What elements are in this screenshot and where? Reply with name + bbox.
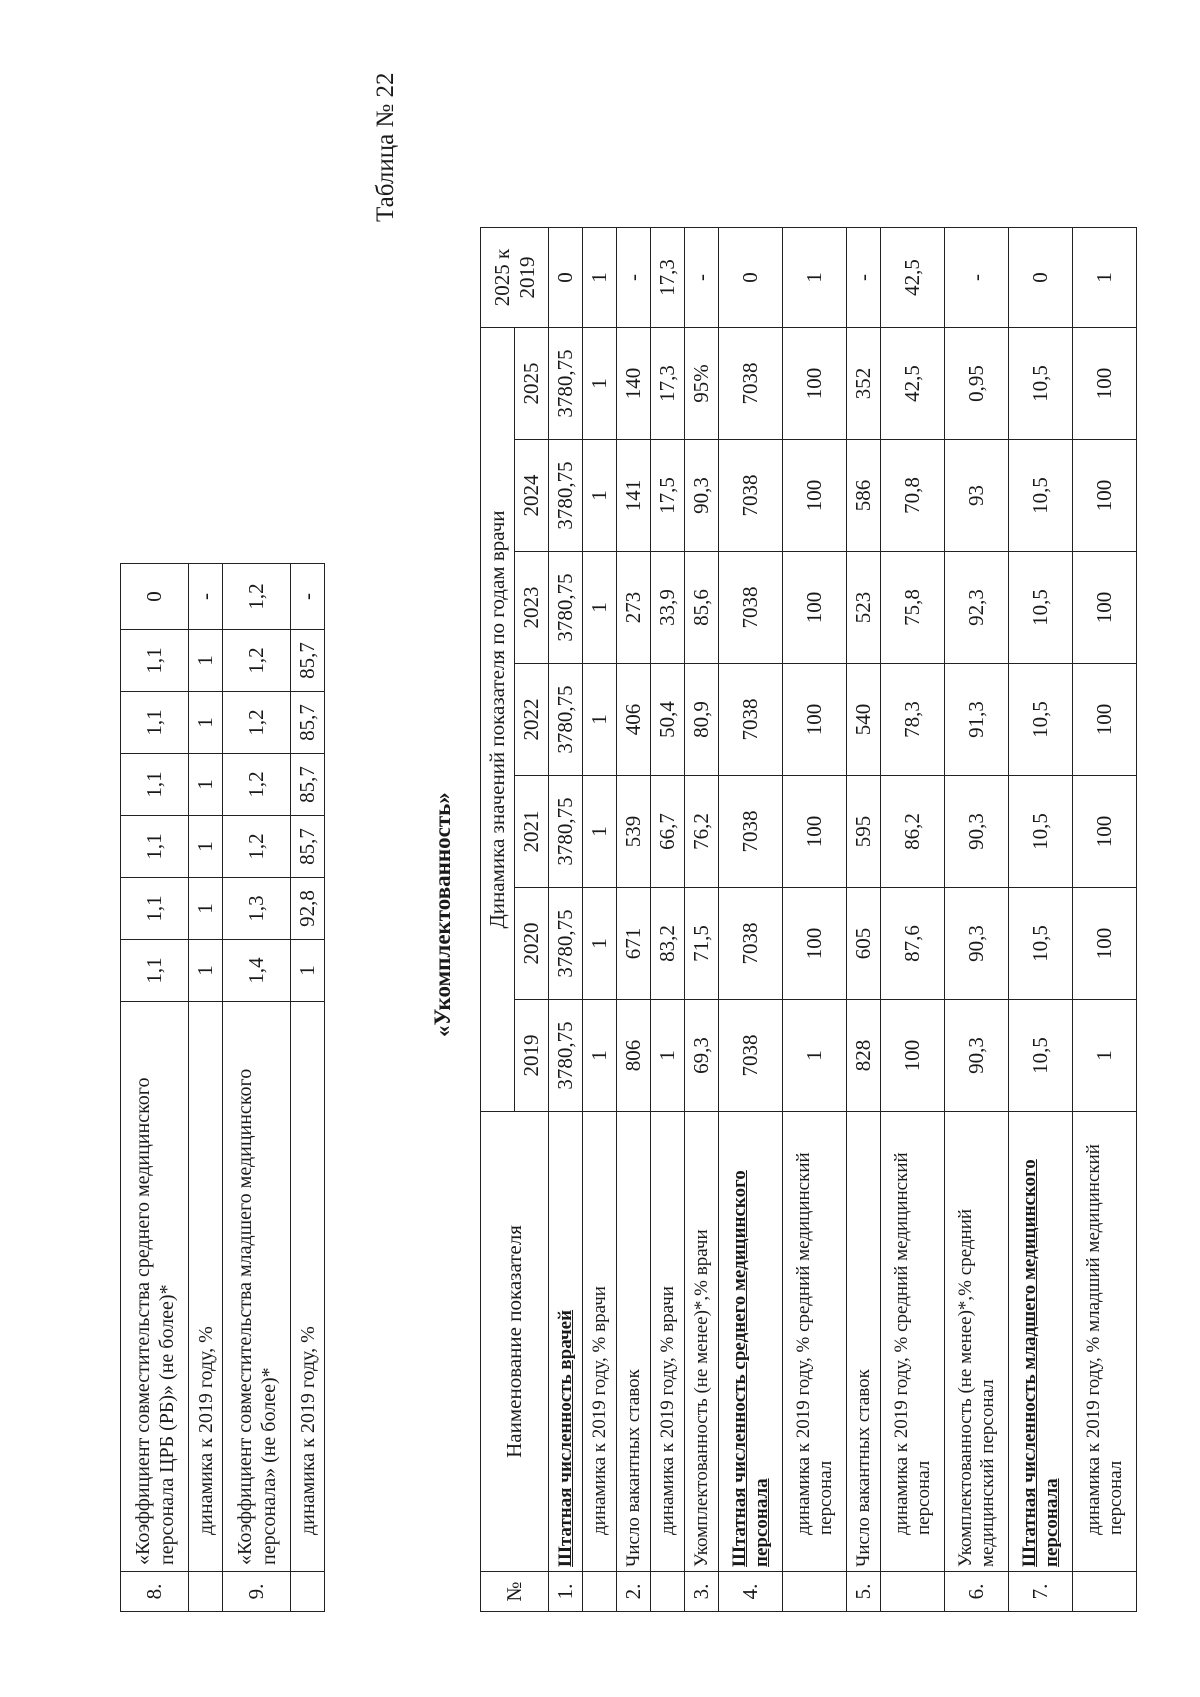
value-cell: 806 [617, 1000, 651, 1112]
value-cell: 1,4 [223, 940, 291, 1002]
value-cell: 86,2 [881, 776, 945, 888]
value-cell: 1 [583, 328, 617, 440]
value-cell: 1 [583, 776, 617, 888]
value-cell: 10,5 [1009, 776, 1073, 888]
row-name-bold: Штатная численность младшего медицинского персонала [1018, 1159, 1062, 1567]
value-cell: 100 [783, 328, 847, 440]
row-number [189, 1572, 223, 1612]
value-cell: 1 [1073, 1000, 1137, 1112]
value-cell: 10,5 [1009, 328, 1073, 440]
row-name: динамика к 2019 году, % [291, 1002, 325, 1572]
row-name-bold: Штатная численность врачей [554, 1309, 576, 1567]
value-cell: 7038 [719, 1000, 783, 1112]
row-name [651, 1112, 685, 1572]
table-row [617, 228, 651, 1612]
table-row [549, 228, 583, 1612]
row-name [617, 1112, 651, 1572]
row-number: 9. [223, 1572, 291, 1612]
value-cell: 1 [783, 1000, 847, 1112]
value-cell: 17,3 [651, 328, 685, 440]
table-row [583, 228, 617, 1612]
row-name-text: динамика к 2019 году, % средний медицинский персонал [890, 1152, 934, 1535]
value-cell: 66,7 [651, 776, 685, 888]
value-cell: 10,5 [1009, 552, 1073, 664]
value-cell: 3780,75 [549, 328, 583, 440]
value-cell: 100 [1073, 776, 1137, 888]
value-cell: 1 [189, 754, 223, 816]
value-cell: 92,8 [291, 878, 325, 940]
value-cell: 93 [945, 440, 1009, 552]
value-cell: 10,5 [1009, 1000, 1073, 1112]
header-year: 2024 [515, 440, 549, 552]
row-number [881, 1572, 945, 1612]
value-cell: - [685, 228, 719, 328]
value-cell: 523 [847, 552, 881, 664]
value-cell: 90,3 [945, 888, 1009, 1000]
value-cell: 100 [783, 888, 847, 1000]
value-cell: 69,3 [685, 1000, 719, 1112]
header-no: № [481, 1572, 549, 1612]
value-cell: 90,3 [945, 1000, 1009, 1112]
value-cell: 7038 [719, 328, 783, 440]
row-name [783, 1112, 847, 1572]
value-cell: 540 [847, 664, 881, 776]
row-name: «Коэффициент совместительства среднего медицинского персонала ЦРБ (РБ)» (не более)* [121, 1002, 189, 1572]
row-number: 3. [685, 1572, 719, 1612]
value-cell: 1,2 [223, 564, 291, 630]
table-row [189, 564, 223, 1612]
header-group: Динамика значений показателя по годам врачи [481, 328, 515, 1112]
value-cell: 85,7 [291, 692, 325, 754]
row-name [847, 1112, 881, 1572]
value-cell: 1 [189, 630, 223, 692]
value-cell: 1 [583, 552, 617, 664]
row-number [583, 1572, 617, 1612]
value-cell: 1,1 [121, 940, 189, 1002]
value-cell: 1,2 [223, 630, 291, 692]
row-number: 5. [847, 1572, 881, 1612]
value-cell: 100 [1073, 328, 1137, 440]
value-cell: 100 [783, 440, 847, 552]
value-cell: 1,2 [223, 816, 291, 878]
value-cell: 828 [847, 1000, 881, 1112]
value-cell: 3780,75 [549, 888, 583, 1000]
value-cell: 71,5 [685, 888, 719, 1000]
value-cell: 80,9 [685, 664, 719, 776]
value-cell: 95% [685, 328, 719, 440]
value-cell: 7038 [719, 440, 783, 552]
row-name [719, 1112, 783, 1572]
row-number: 7. [1009, 1572, 1073, 1612]
header-year: 2022 [515, 664, 549, 776]
table-row [223, 564, 291, 1612]
value-cell: 1,3 [223, 878, 291, 940]
value-cell: 75,8 [881, 552, 945, 664]
staffing-table [480, 227, 1137, 1612]
table-row [121, 564, 189, 1612]
value-cell: - [847, 228, 881, 328]
value-cell: 78,3 [881, 664, 945, 776]
row-name [945, 1112, 1009, 1572]
value-cell: 1,1 [121, 878, 189, 940]
value-cell: 1,2 [223, 754, 291, 816]
value-cell: 3780,75 [549, 664, 583, 776]
value-cell: 85,7 [291, 816, 325, 878]
value-cell: 586 [847, 440, 881, 552]
table-row [719, 228, 783, 1612]
header-last: 2025 к 2019 [481, 228, 549, 328]
value-cell: 85,6 [685, 552, 719, 664]
table-title: «Укомплектованность» [430, 792, 455, 1037]
value-cell: 90,3 [945, 776, 1009, 888]
value-cell: 352 [847, 328, 881, 440]
value-cell: 17,5 [651, 440, 685, 552]
value-cell: 1 [189, 816, 223, 878]
table-caption: Таблица № 22 [372, 72, 399, 222]
value-cell: 3780,75 [549, 776, 583, 888]
value-cell: 1 [583, 440, 617, 552]
value-cell: 100 [783, 776, 847, 888]
row-name [881, 1112, 945, 1572]
value-cell: 0 [121, 564, 189, 630]
value-cell: 0 [719, 228, 783, 328]
value-cell: 1,2 [223, 692, 291, 754]
table-row [847, 228, 881, 1612]
value-cell: 100 [783, 664, 847, 776]
value-cell: 42,5 [881, 328, 945, 440]
value-cell: 595 [847, 776, 881, 888]
value-cell: 10,5 [1009, 888, 1073, 1000]
value-cell: 100 [1073, 664, 1137, 776]
row-name: «Коэффициент совместительства младшего медицинского персонала» (не более)* [223, 1002, 291, 1572]
value-cell: 33,9 [651, 552, 685, 664]
row-name [583, 1112, 617, 1572]
value-cell: 1 [583, 228, 617, 328]
row-number: 2. [617, 1572, 651, 1612]
value-cell: 100 [1073, 552, 1137, 664]
row-name-text: динамика к 2019 году, % средний медицинский персонал [792, 1152, 836, 1535]
value-cell: 83,2 [651, 888, 685, 1000]
value-cell: 76,2 [685, 776, 719, 888]
value-cell: 3780,75 [549, 1000, 583, 1112]
value-cell: 10,5 [1009, 440, 1073, 552]
value-cell: 87,6 [881, 888, 945, 1000]
row-name [549, 1112, 583, 1572]
row-name-text: Укомплектованность (не менее)*,% средний медицинский персонал [954, 1208, 998, 1567]
value-cell: 406 [617, 664, 651, 776]
value-cell: 273 [617, 552, 651, 664]
table-row [685, 228, 719, 1612]
value-cell: 539 [617, 776, 651, 888]
value-cell: - [617, 228, 651, 328]
value-cell: 1,1 [121, 754, 189, 816]
value-cell: 1 [783, 228, 847, 328]
value-cell: 671 [617, 888, 651, 1000]
value-cell: 1,1 [121, 692, 189, 754]
table-row [651, 228, 685, 1612]
value-cell: 1 [583, 1000, 617, 1112]
value-cell: 17,3 [651, 228, 685, 328]
row-name: динамика к 2019 году, % [189, 1002, 223, 1572]
value-cell: 1 [189, 940, 223, 1002]
value-cell: 1 [291, 940, 325, 1002]
value-cell: 100 [783, 552, 847, 664]
row-number: 6. [945, 1572, 1009, 1612]
value-cell: - [291, 564, 325, 630]
value-cell: 0,95 [945, 328, 1009, 440]
row-name-text: динамика к 2019 году, % врачи [656, 1286, 678, 1535]
row-name [1009, 1112, 1073, 1572]
value-cell: 90,3 [685, 440, 719, 552]
value-cell: 1,1 [121, 630, 189, 692]
row-number [783, 1572, 847, 1612]
table-row [881, 228, 945, 1612]
row-number [1073, 1572, 1137, 1612]
header-year: 2020 [515, 888, 549, 1000]
value-cell: 3780,75 [549, 552, 583, 664]
value-cell: 85,7 [291, 754, 325, 816]
row-number: 1. [549, 1572, 583, 1612]
value-cell: 100 [1073, 888, 1137, 1000]
value-cell: 141 [617, 440, 651, 552]
value-cell: 1,1 [121, 816, 189, 878]
value-cell: 1 [1073, 228, 1137, 328]
value-cell: 0 [1009, 228, 1073, 328]
row-name [1073, 1112, 1137, 1572]
header-year: 2021 [515, 776, 549, 888]
table-row [1073, 228, 1137, 1612]
row-name-text: Число вакантных ставок [622, 1369, 644, 1567]
value-cell: - [189, 564, 223, 630]
value-cell: 7038 [719, 664, 783, 776]
value-cell: 1 [189, 692, 223, 754]
value-cell: 10,5 [1009, 664, 1073, 776]
value-cell: 605 [847, 888, 881, 1000]
value-cell: 1 [189, 878, 223, 940]
value-cell: 1 [583, 888, 617, 1000]
row-number: 4. [719, 1572, 783, 1612]
coefficient-table [120, 563, 325, 1612]
value-cell: 85,7 [291, 630, 325, 692]
header-year: 2025 [515, 328, 549, 440]
value-cell: 7038 [719, 776, 783, 888]
row-number [651, 1572, 685, 1612]
value-cell: 1 [583, 664, 617, 776]
table-row [291, 564, 325, 1612]
value-cell: 1 [651, 1000, 685, 1112]
row-name-text: Укомплектованность (не менее)*,% врачи [690, 1229, 712, 1567]
row-name-text: Число вакантных ставок [852, 1369, 874, 1567]
value-cell: 100 [1073, 440, 1137, 552]
table-row [1009, 228, 1073, 1612]
value-cell: 42,5 [881, 228, 945, 328]
value-cell: 7038 [719, 552, 783, 664]
value-cell: 0 [549, 228, 583, 328]
value-cell: - [945, 228, 1009, 328]
header-year: 2019 [515, 1000, 549, 1112]
value-cell: 92,3 [945, 552, 1009, 664]
table-row [783, 228, 847, 1612]
value-cell: 7038 [719, 888, 783, 1000]
value-cell: 3780,75 [549, 440, 583, 552]
row-number: 8. [121, 1572, 189, 1612]
header-name: Наименование показателя [481, 1112, 549, 1572]
row-name [685, 1112, 719, 1572]
table-row [945, 228, 1009, 1612]
row-number [291, 1572, 325, 1612]
value-cell: 70,8 [881, 440, 945, 552]
row-name-bold: Штатная численность среднего медицинского персонала [728, 1170, 772, 1567]
row-name-text: динамика к 2019 году, % врачи [588, 1286, 610, 1535]
value-cell: 140 [617, 328, 651, 440]
value-cell: 100 [881, 1000, 945, 1112]
value-cell: 50,4 [651, 664, 685, 776]
value-cell: 91,3 [945, 664, 1009, 776]
header-year: 2023 [515, 552, 549, 664]
row-name-text: динамика к 2019 году, % младший медицинский персонал [1082, 1144, 1126, 1535]
